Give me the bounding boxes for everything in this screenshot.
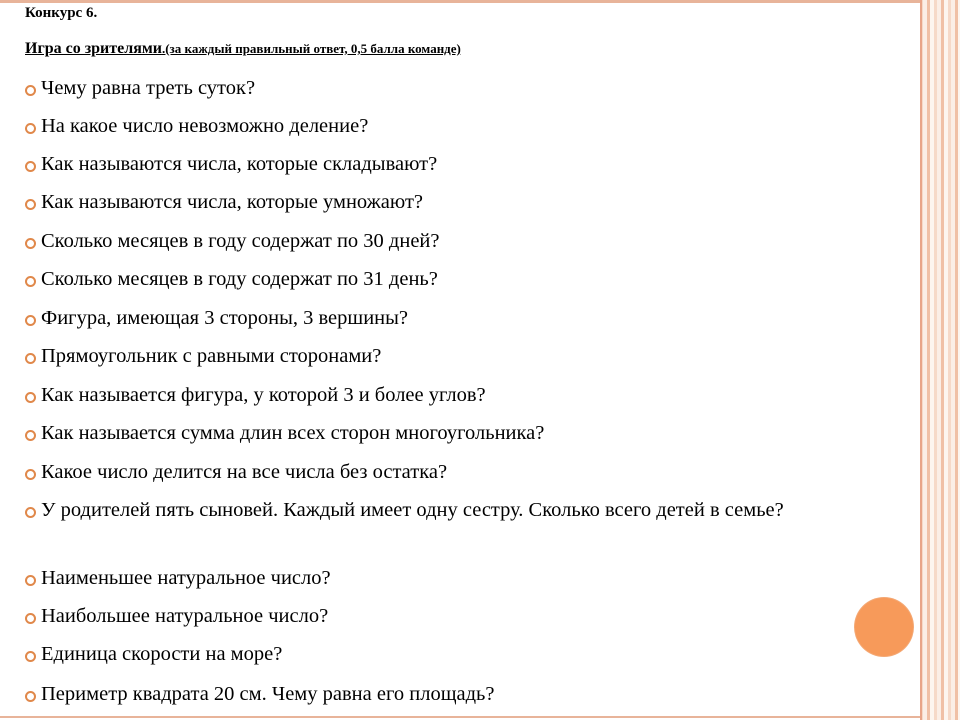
question-text: Какое число делится на все числа без остатка? <box>41 461 448 483</box>
bullet-icon <box>25 161 36 172</box>
question-item <box>25 496 921 524</box>
question-text: Периметр квадрата 20 см. Чему равна его площадь? <box>41 683 495 705</box>
question-item <box>25 680 921 708</box>
question-item <box>25 112 921 140</box>
question-text: Как называется сумма длин всех сторон многоугольника? <box>41 422 545 444</box>
bullet-icon <box>25 392 36 403</box>
question-item <box>25 227 921 255</box>
question-item <box>25 419 921 447</box>
question-text: Единица скорости на море? <box>41 643 283 665</box>
question-text: Сколько месяцев в году содержат по 31 день? <box>41 268 438 290</box>
bullet-icon <box>25 353 36 364</box>
question-item <box>25 150 921 178</box>
question-text: Как называются числа, которые складывают? <box>41 153 438 175</box>
question-item <box>25 640 921 668</box>
question-item <box>25 74 921 102</box>
slide-top-border <box>0 0 920 3</box>
bullet-icon <box>25 199 36 210</box>
question-text: Наибольшее натуральное число? <box>41 605 329 627</box>
bullet-icon <box>25 651 36 662</box>
question-text: Сколько месяцев в году содержат по 30 дней? <box>41 230 440 252</box>
contest-title: Конкурс 6. <box>25 5 98 21</box>
bullet-icon <box>25 315 36 326</box>
game-subheader <box>25 40 461 58</box>
question-text: Как называется фигура, у которой 3 и более углов? <box>41 384 486 406</box>
question-item <box>25 304 921 332</box>
question-text: Фигура, имеющая 3 стороны, 3 вершины? <box>41 307 409 329</box>
question-item <box>25 381 921 409</box>
bullet-icon <box>25 276 36 287</box>
question-text: На какое число невозможно деление? <box>41 115 369 137</box>
question-item <box>25 342 921 370</box>
game-note: .(за каждый правильный ответ, 0,5 балла команде) <box>161 41 461 56</box>
question-item <box>25 265 921 293</box>
bullet-icon <box>25 430 36 441</box>
bullet-icon <box>25 507 36 518</box>
bullet-icon <box>25 691 36 702</box>
question-item <box>25 564 921 592</box>
bullet-icon <box>25 238 36 249</box>
question-item <box>25 458 921 486</box>
bullet-icon <box>25 469 36 480</box>
bullet-icon <box>25 123 36 134</box>
decorative-stripes <box>920 0 960 720</box>
question-text: У родителей пять сыновей. Каждый имеет одну сестру. Сколько всего детей в семье? <box>41 499 784 521</box>
question-text: Как называются числа, которые умножают? <box>41 191 424 213</box>
slide-bottom-border <box>0 716 920 718</box>
bullet-icon <box>25 613 36 624</box>
question-text: Прямоугольник с равными сторонами? <box>41 345 382 367</box>
question-item <box>25 602 921 630</box>
question-item <box>25 188 921 216</box>
question-text: Чему равна треть суток? <box>41 77 256 99</box>
game-title: Игра со зрителями <box>25 40 162 57</box>
bullet-icon <box>25 575 36 586</box>
bullet-icon <box>25 85 36 96</box>
question-text: Наименьшее натуральное число? <box>41 567 331 589</box>
